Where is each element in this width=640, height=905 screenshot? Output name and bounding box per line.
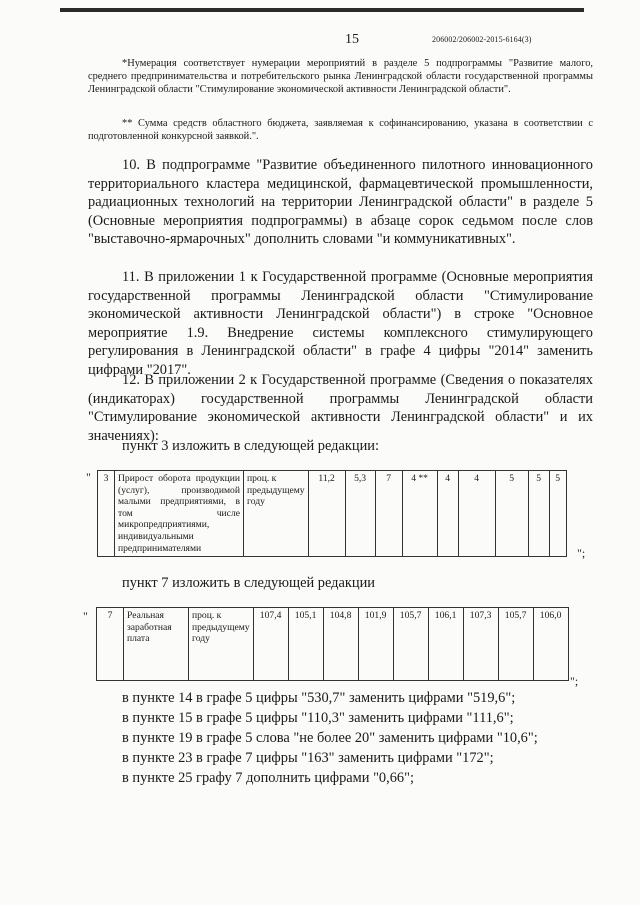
- table-a-open-quote: ": [86, 470, 91, 484]
- scan-top-border: [60, 8, 584, 12]
- table-cell: 4 **: [402, 471, 437, 557]
- table-cell: Реальная заработная плата: [124, 608, 189, 681]
- table-cell: 105,1: [288, 608, 323, 681]
- amendment-item-15: в пункте 15 в графе 5 цифры "110,3" заменить цифрами "111,6";: [122, 710, 514, 726]
- table-a-close-quote: ";: [577, 546, 586, 560]
- table-cell: 5: [549, 471, 566, 557]
- page-number: 15: [345, 32, 359, 47]
- table-cell: 105,7: [393, 608, 428, 681]
- table-row: [97, 608, 569, 681]
- table-row: [98, 471, 567, 557]
- amendment-item-23: в пункте 23 в графе 7 цифры "163" заменить цифрами "172";: [122, 750, 494, 766]
- table-cell: 3: [98, 471, 115, 557]
- table-b-close-quote: ";: [570, 674, 579, 688]
- paragraph-10: 10. В подпрограмме "Развитие объединенного пилотного инновационного территориального кластера медицинской, фармацевтической промышленности, радиационных технологий на территории Ленинградской области" в разделе 5 (Основные мероприятия подпрограммы) в абзаце сорок седьмом после слов "выставочно-ярмарочных" дополнить словами "и коммуникативных".: [88, 157, 593, 248]
- table-cell: 7: [97, 608, 124, 681]
- amendment-item-25: в пункте 25 графу 7 дополнить цифрами "0,66";: [122, 770, 414, 786]
- table-cell: 107,4: [253, 608, 288, 681]
- document-code: 206002/206002-2015-6164(3): [432, 35, 532, 44]
- amendment-item-14: в пункте 14 в графе 5 цифры "530,7" заменить цифрами "519,6";: [122, 690, 516, 706]
- table-cell: 105,7: [498, 608, 533, 681]
- paragraph-12: 12. В приложении 2 к Государственной программе (Сведения о показателях (индикаторах) государственной программы Ленинградской области "Стимулирование экономической активности Ленинградской области" и их значениях):: [88, 372, 593, 444]
- table-cell: 106,1: [428, 608, 463, 681]
- paragraph-11: 11. В приложении 1 к Государственной программе (Основные мероприятия государственной программы Ленинградской области "Стимулирование экономической активности Ленинградской области") в строке "Основное мероприятие 1.9. Внедрение системы комплексного стимулирующего регулирования в Ленинградской области" в графе 4 цифры "2014" заменить цифрами "2017".: [88, 269, 593, 378]
- footnote-budget: ** Сумма средств областного бюджета, заявляемая к софинансированию, указана в соответствии с подготовленной конкурсной заявкой.".: [88, 118, 593, 142]
- table-cell: 4: [437, 471, 458, 557]
- table-cell: 5: [528, 471, 549, 557]
- table-cell: 107,3: [463, 608, 498, 681]
- table-cell: 5: [495, 471, 528, 557]
- footnote-numbering: *Нумерация соответствует нумерации мероприятий в разделе 5 подпрограммы "Развитие малого, среднего предпринимательства и потребительского рынка Ленинградской области государственной программы Ленинградской области "Стимулирование экономической активности Ленинградской области".: [88, 58, 593, 95]
- table-cell: 104,8: [323, 608, 358, 681]
- table-cell: Прирост оборота продукции (услуг), производимой малыми предприятиями, в том числе микропредприятиями, индивидуальными предпринимателями: [115, 471, 244, 557]
- table-cell: 7: [375, 471, 402, 557]
- table-cell: 101,9: [358, 608, 393, 681]
- table-cell: 11,2: [308, 471, 345, 557]
- table-b-open-quote: ": [83, 609, 88, 623]
- item-3-intro: пункт 3 изложить в следующей редакции:: [122, 438, 379, 454]
- table-cell: 5,3: [345, 471, 375, 557]
- table-cell: проц. к предыдущему году: [189, 608, 254, 681]
- table-cell: 106,0: [533, 608, 568, 681]
- indicator-table-item-3: [97, 470, 567, 557]
- item-7-intro: пункт 7 изложить в следующей редакции: [122, 575, 375, 591]
- amendment-item-19: в пункте 19 в графе 5 слова "не более 20" заменить цифрами "10,6";: [122, 730, 538, 746]
- indicator-table-item-7: [96, 607, 569, 681]
- table-cell: проц. к предыдущему году: [244, 471, 309, 557]
- table-cell: 4: [458, 471, 495, 557]
